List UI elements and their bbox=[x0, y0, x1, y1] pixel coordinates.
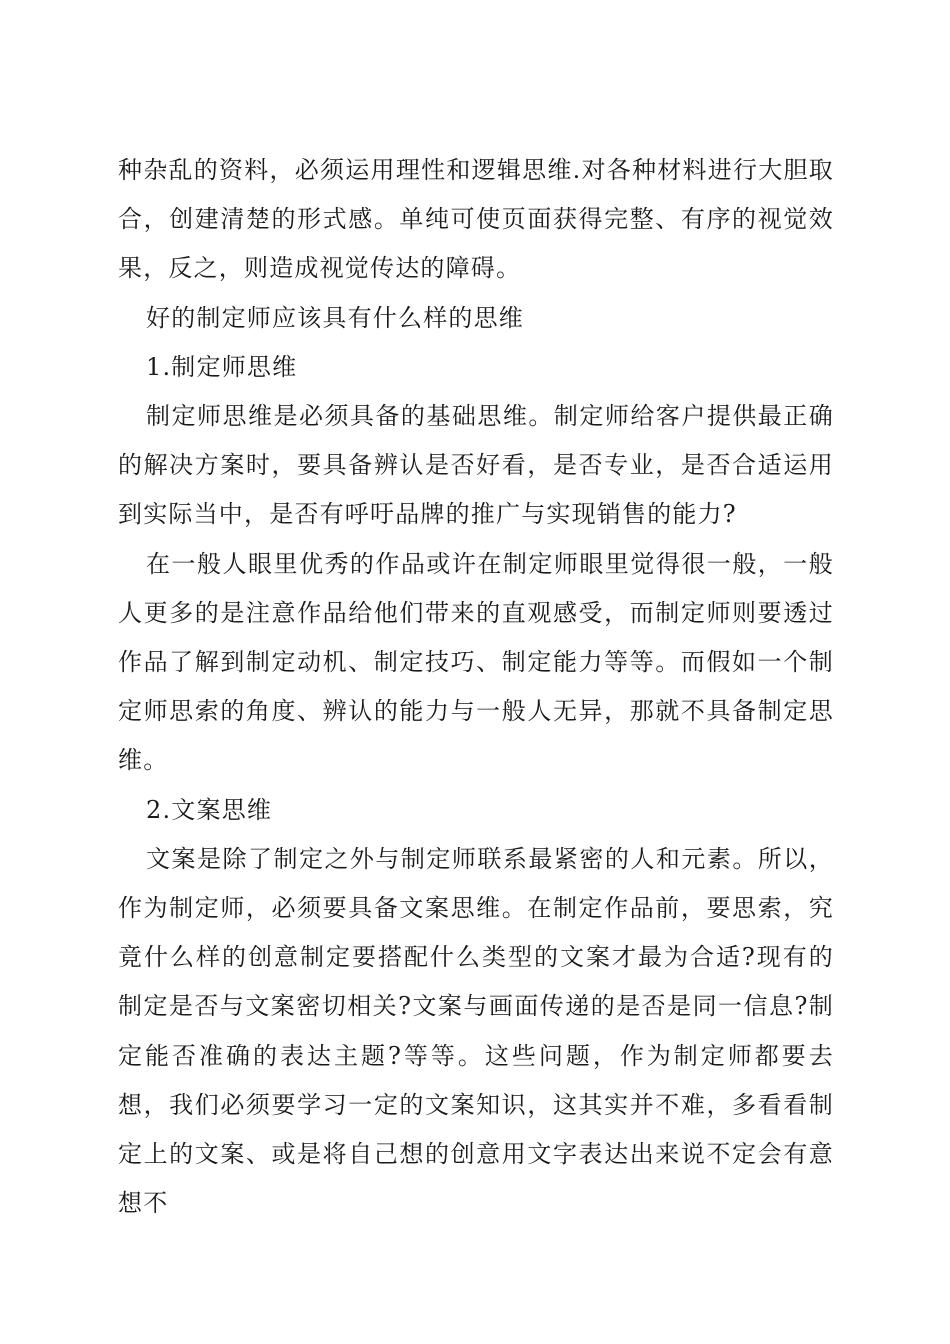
paragraph-designer-thinking-2: 在一般人眼里优秀的作品或许在制定师眼里觉得很一般，一般人更多的是注意作品给他们带来的直观感受，而制定师则要透过作品了解到制定动机、制定技巧、制定能力等等。而假如一个制定师思索的角度、辨认的能力与一般人无异，那就不具备制定思维。 bbox=[118, 549, 834, 775]
section-heading: 好的制定师应该具有什么样的思维 bbox=[146, 303, 524, 332]
paragraph-designer-thinking-1: 制定师思维是必须具备的基础思维。制定师给客户提供最正确的解决方案时，要具备辨认是否好看，是否专业，是否合适运用到实际当中，是否有呼吁品牌的推广与实现销售的能力? bbox=[118, 402, 834, 529]
paragraph-continuation: 种杂乱的资料，必须运用理性和逻辑思维.对各种材料进行大胆取合，创建清楚的形式感。单纯可使页面获得完整、有序的视觉效果，反之，则造成视觉传达的障碍。 bbox=[118, 156, 834, 283]
subsection-heading-copy-thinking: 2.文案思维 bbox=[146, 795, 273, 824]
document-body bbox=[118, 146, 834, 1228]
subsection-heading-designer-thinking: 1.制定师思维 bbox=[146, 352, 298, 381]
paragraph-copy-thinking: 文案是除了制定之外与制定师联系最紧密的人和元素。所以，作为制定师，必须要具备文案思维。在制定作品前，要思索，究竟什么样的创意制定要搭配什么类型的文案才最为合适?现有的制定是否与文案密切相关?文案与画面传递的是否是同一信息?制定能否准确的表达主题?等等。这些问题，作为制定师都要去想，我们必须要学习一定的文案知识，这其实并不难，多看看制定上的文案、或是将自己想的创意用文字表达出来说不定会有意想不 bbox=[118, 844, 834, 1218]
